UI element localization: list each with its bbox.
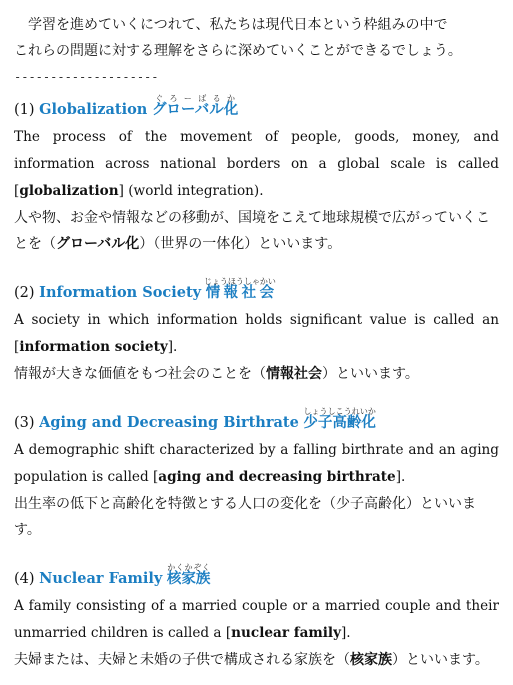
- intro-line-1: 学習を進めていくにつれて、私たちは現代日本という枠組みの中で: [28, 17, 448, 33]
- section-information-society: [14, 277, 499, 387]
- japanese-answer: 情報社会: [266, 366, 322, 382]
- japanese-definition: 人や物、お金や情報などの移動が、国境をこえて地球規模で広がっていくことを（グローバル化）（世界の一体化）といいます。: [14, 210, 490, 252]
- divider: --------------------: [14, 70, 159, 84]
- term-japanese: 核家族かくかぞく: [166, 563, 211, 587]
- section-number: (2): [14, 285, 35, 301]
- term-japanese: 少子高齢化しょうしこうれいか: [303, 407, 376, 431]
- japanese-definition: 出生率の低下と高齢化を特徴とする人口の変化を（少子高齢化）といいます。: [14, 496, 476, 538]
- term-japanese: 情報社会じょうほうしゃかい: [203, 277, 276, 301]
- japanese-answer: 核家族: [350, 652, 392, 668]
- section-number: (1): [14, 102, 35, 118]
- english-definition: A demographic shift characterized by a falling birthrate and an aging population is called [aging and decreasing birthrate].: [14, 442, 499, 485]
- section-heading: [14, 277, 499, 307]
- english-definition: The process of the movement of people, goods, money, and information across national borders on a global scale is called [globalization] (world integration).: [14, 129, 499, 199]
- english-definition: A family consisting of a married couple or a married couple and their unmarried children is called a [nuclear family].: [14, 598, 499, 641]
- term-english: Information Society: [39, 284, 202, 301]
- section-heading: [14, 94, 499, 124]
- intro-line-2: これらの問題に対する理解をさらに深めていくことができるでしょう。: [14, 43, 462, 59]
- section-heading: [14, 563, 499, 593]
- japanese-definition: 情報が大きな価値をもつ社会のことを（情報社会）といいます。: [14, 366, 419, 382]
- intro-paragraph: [14, 0, 499, 64]
- english-term-bold: nuclear family: [231, 625, 341, 641]
- english-definition: A society in which information holds significant value is called an [information society].: [14, 312, 499, 355]
- section-number: (3): [14, 415, 35, 431]
- section-number: (4): [14, 571, 35, 587]
- japanese-answer: グローバル化: [56, 236, 140, 252]
- section-globalization: [14, 94, 499, 257]
- term-english: Aging and Decreasing Birthrate: [39, 414, 299, 431]
- english-term-bold: information society: [19, 339, 168, 355]
- section-aging-birthrate: [14, 407, 499, 543]
- term-japanese: グローバル化ぐろーばるか: [151, 94, 239, 118]
- term-english: Globalization: [39, 101, 148, 118]
- term-english: Nuclear Family: [39, 570, 163, 587]
- section-nuclear-family: [14, 563, 499, 673]
- english-term-bold: aging and decreasing birthrate: [158, 469, 396, 485]
- english-term-bold: globalization: [19, 183, 119, 199]
- section-heading: [14, 407, 499, 437]
- japanese-definition: 夫婦または、夫婦と未婚の子供で構成される家族を（核家族）といいます。: [14, 652, 489, 668]
